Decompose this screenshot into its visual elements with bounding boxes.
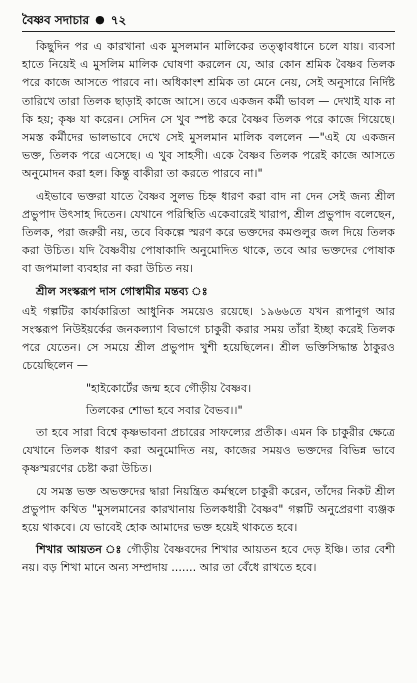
verse-line-1: "হাইকোর্টের জন্ম হবে গৌড়ীয় বৈষ্ণব। — [86, 381, 252, 395]
verse-line-2: তিলকের শোভা হবে সবার বৈভব।।" — [86, 403, 243, 417]
paragraph-3: তা হবে সারা বিশ্বে কৃষ্ণভাবনা প্রচারের সাফল্যের প্রতীক। এমন কি চাকুরীর ক্ষেত্রে যেখানে তিলক ধারণ করা অনুমোদিত নয়, কাজের সময়ও ভক্তদের বিভিন্ন ভাবে কৃষ্ণস্মরণের চেষ্টা করা উচিত। — [22, 426, 395, 476]
section-paragraph: এই গল্পটির কার্যকারিতা আধুনিক সময়েও রয়েছে। ১৯৬৬তে যখন রূপানুগ আর সংস্করূপ নিউইয়র্কের জনকল্যাণ বিভাগে চাকুরী করার সময় তাঁরা ইচ্ছা করেই তিলক পরে যেতেন। সে সময়ে শ্রীল প্রভুপাদ খুশী হয়েছিলেন। শ্রীল ভক্তিসিদ্ধান্ত ঠাকুরও চেয়েছিলেন — — [22, 304, 395, 373]
final-lead: শিখার আয়তন ঃ — [36, 543, 123, 557]
book-title: বৈষ্ণব সদাচার — [22, 13, 90, 27]
paragraph-4: যে সমস্ত ভক্ত অভক্তদের দ্বারা নিয়ন্ত্রিত কর্মস্থলে চাকুরী করেন, তাঁদের নিকট শ্রীল প্রভুপাদ কথিত "মুসলমানের কারখানায় তিলকধারী বৈষ্ণব" গল্পটি অনুপ্রেরণা ব্যঞ্জক হয়ে থাকবে। যে ভাবেই হোক আমাদের ভক্ত হয়েই থাকতে হবে। — [22, 484, 395, 535]
final-text: গৌড়ীয় বৈষ্ণবদের শিখার আয়তন হবে দেড় ইঞ্চি। তার বেশী নয়। বড় শিখা মানে অন্য সম্প্রদায় ....... আর তা বেঁধে রাখতে হবে। — [22, 543, 396, 575]
final-paragraph — [22, 541, 395, 577]
section-heading: শ্রীল সংস্করূপ দাস গোস্বামীর মন্তব্য ঃ — [36, 284, 208, 298]
paragraph-1: কিছুদিন পর এ কারখানা এক মুসলমান মালিকের তত্ত্বাবধানে চলে যায়। ব্যবসা হাতে নিয়েই এ মুসলিম মালিক ঘোষণা করলেন যে, আর কোন শ্রমিক বৈষ্ণব তিলক পরে কাজে আসতে পারবে না। অধিকাংশ শ্রমিক তা মেনে নেয়, সেই অনুসারে নির্দিষ্ট তারিখে তারা তিলক ছাড়াই কাজে আসে। তবে একজন কর্মী ভাবল — দেখাই যাক না কি হয়; কৃষ্ণ যা করেন। সেদিন সে খুব স্পষ্ট করে বৈষ্ণব তিলক পরে কাজে গিয়েছে। সমস্ত কর্মীদের ভালভাবে দেখে সেই মুসলমান মালিক বললেন —"এই যে একজন ভক্ত, তিলক পরে এসেছে। এ খুব সাহসী। একে বৈষ্ণব তিলক পরেই কাজে আসতে অনুমোদন করা হল। কিন্তু বাকীরা তা করতে পারবে না।" — [22, 40, 395, 181]
page-number: ৭২ — [110, 13, 127, 27]
paragraph-2: এইভাবে ভক্তরা যাতে বৈষ্ণব সুলভ চিহ্ন ধারণ করা বাদ না দেন সেই জন্য শ্রীল প্রভুপাদ উৎসাহ দিতেন। যেখানে পরিস্থিতি একেবারেই খারাপ, শ্রীল প্রভুপাদ বলেছেন, তিলক, পরা জরুরী নয়, তবে বিকল্পে স্মরণ করে ভক্তদের কমণ্ডলুর জল দিয়ে তিলক করা উচিত। যদি বৈষ্ণবীয় পোষাকাদি অনুমোদিত থাকে, তবে আর ভক্তদের পোষাক বা জপমালা ব্যবহার না করা উচিত নয়। — [22, 189, 396, 276]
page-header — [22, 12, 395, 32]
bullet-icon: ● — [95, 13, 105, 26]
